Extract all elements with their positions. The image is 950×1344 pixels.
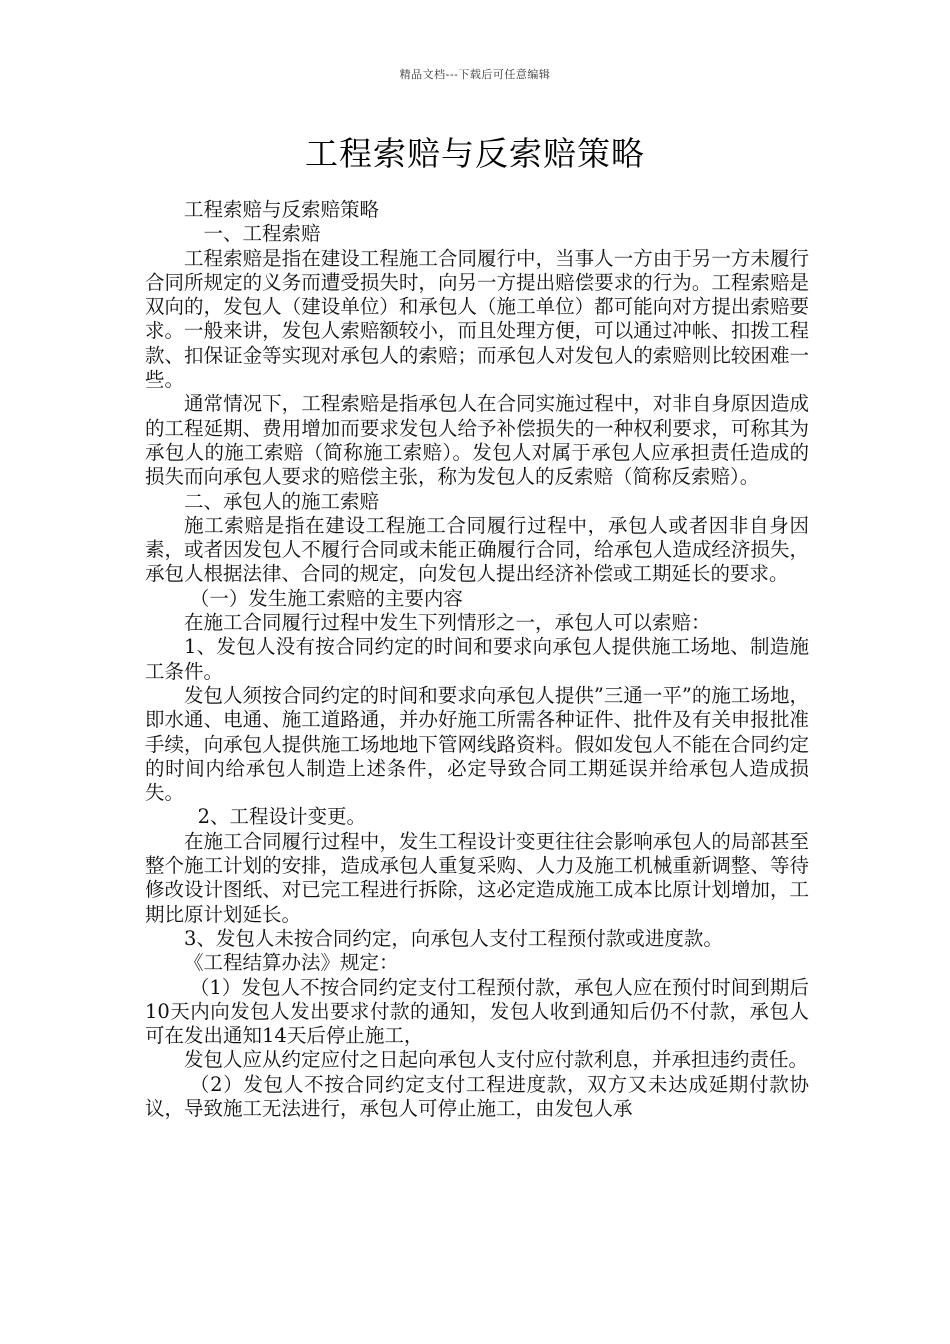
list-item: （2）发包人不按合同约定支付工程进度款，双方又未达成延期付款协议，导致施工无法进行，承包人可停止施工，由发包人承 (145, 1072, 809, 1120)
paragraph: 发包人应从约定应付之日起向承包人支付应付款利息，并承担违约责任。 (184, 1048, 809, 1072)
list-item: 1、发包人没有按合同约定的时间和要求向承包人提供施工场地、制造施工条件。 (145, 635, 809, 683)
document-body (145, 198, 809, 1121)
paragraph: 工程索赔是指在建设工程施工合同履行中，当事人一方由于另一方未履行合同所规定的义务而遭受损失时，向另一方提出赔偿要求的行为。工程索赔是双向的，发包人（建设单位）和承包人（施工单位）都可能向对方提出索赔要求。一般来讲，发包人索赔额较小，而且处理方便，可以通过冲帐、扣拨工程款、扣保证金等实现对承包人的索赔；而承包人对发包人的索赔则比较困难一些。 (145, 246, 809, 392)
paragraph: 在施工合同履行过程中发生下列情形之一，承包人可以索赔： (184, 611, 711, 635)
list-item: （1）发包人不按合同约定支付工程预付款，承包人应在预付时间到期后10天内向发包人发出要求付款的通知，发包人收到通知后仍不付款，承包人可在发出通知14天后停止施工， (145, 975, 809, 1048)
section-heading-1: 一、工程索赔 (203, 222, 321, 246)
paragraph-subtitle: 工程索赔与反索赔策略 (184, 198, 380, 221)
list-item: 3、发包人未按合同约定，向承包人支付工程预付款或进度款。 (184, 926, 723, 950)
paragraph: 通常情况下，工程索赔是指承包人在合同实施过程中，对非自身原因造成的工程延期、费用增加而要求发包人给予补偿损失的一种权利要求，可称其为承包人的施工索赔（简称施工索赔）。发包人对属于承包人应承担责任造成的损失而向承包人要求的赔偿主张，称为发包人的反索赔（简称反索赔）。 (145, 392, 809, 489)
paragraph: 发包人须按合同约定的时间和要求向承包人提供”三通一平”的施工场地，即水通、电通、施工道路通，并办好施工所需各种证件、批件及有关申报批准手续，向承包人提供施工场地地下管网线路资料。假如发包人不能在合同约定的时间内给承包人制造上述条件，必定导致合同工期延误并给承包人造成损失。 (145, 683, 809, 805)
paragraph: 施工索赔是指在建设工程施工合同履行过程中，承包人或者因非自身因素，或者因发包人不履行合同或未能正确履行合同，给承包人造成经济损失，承包人根据法律、合同的规定，向发包人提出经济补偿或工期延长的要求。 (145, 513, 809, 586)
paragraph: 在施工合同履行过程中，发生工程设计变更往往会影响承包人的局部甚至整个施工计划的安排，造成承包人重复采购、人力及施工机械重新调整、等待修改设计图纸、对已完工程进行拆除，这必定造成施工成本比原计划增加，工期比原计划延长。 (145, 829, 809, 926)
section-heading-2: 二、承包人的施工索赔 (184, 489, 380, 513)
subsection-heading: （一）发生施工索赔的主要内容 (189, 586, 463, 610)
list-item: 2、工程设计变更。 (197, 805, 367, 829)
document-title: 工程索赔与反索赔策略 (305, 134, 645, 173)
paragraph: 《工程结算办法》规定： (184, 951, 399, 975)
header-note: 精品文档---下载后可任意编辑 (399, 68, 551, 81)
